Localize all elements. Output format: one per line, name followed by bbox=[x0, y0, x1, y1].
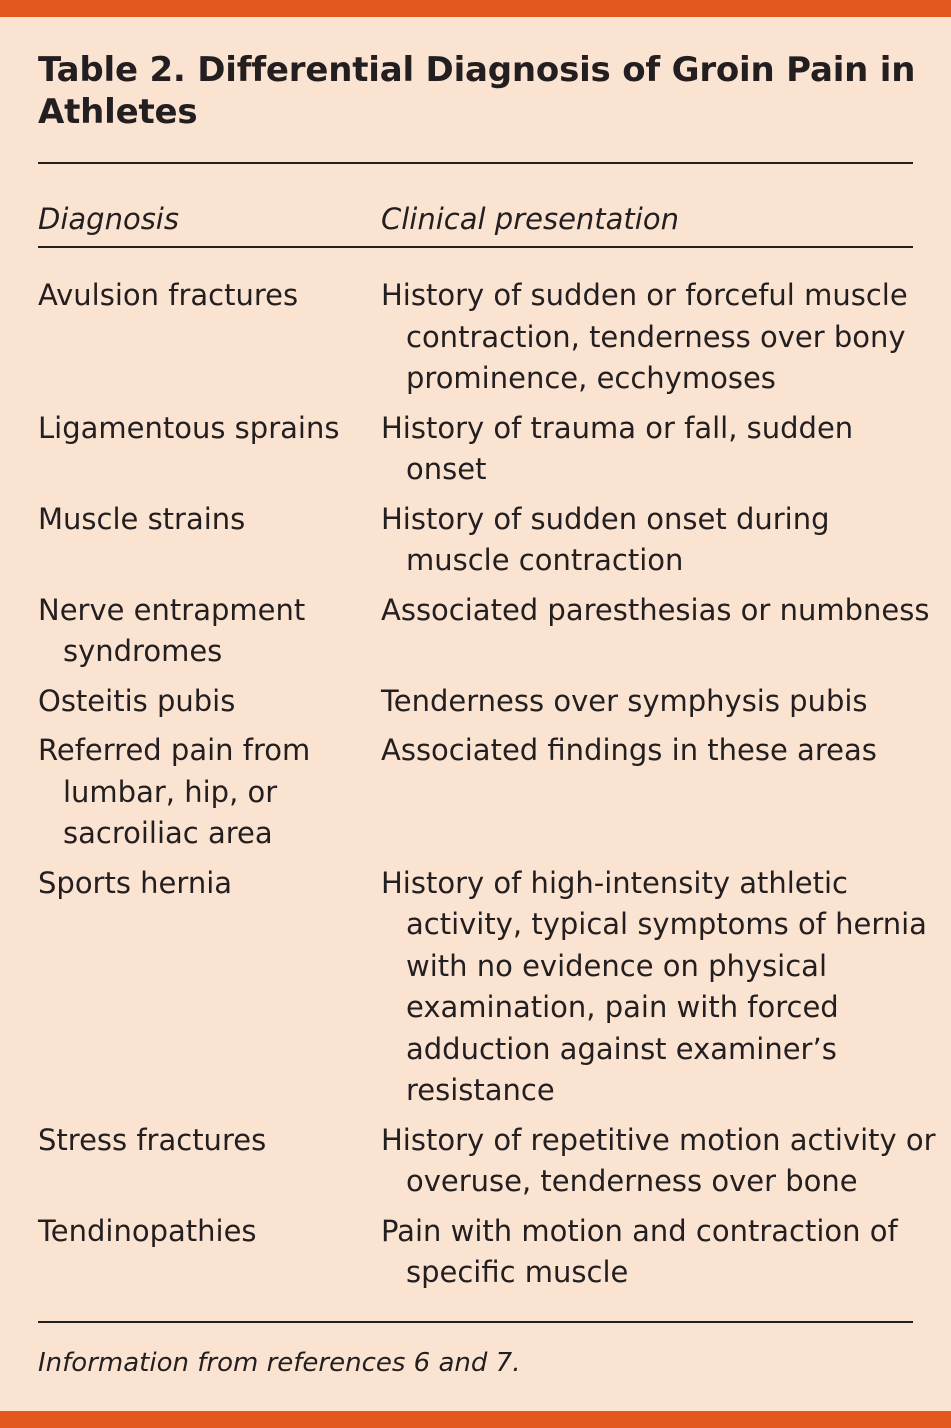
table-row bbox=[38, 863, 927, 1112]
table-row bbox=[38, 1120, 936, 1203]
table-body bbox=[38, 275, 936, 1302]
presentation-cell: Associated findings in these areas bbox=[381, 733, 877, 767]
title-divider bbox=[38, 162, 913, 164]
table-row bbox=[38, 408, 913, 491]
table-row bbox=[38, 499, 913, 582]
footer-divider bbox=[38, 1321, 913, 1323]
presentation-cell: History of repetitive motion activity or overuse, tenderness over bone bbox=[381, 1122, 936, 1198]
presentation-cell: Associated paresthesias or numbness bbox=[381, 592, 930, 627]
table-row bbox=[38, 590, 930, 673]
table-row bbox=[38, 275, 913, 400]
presentation-cell: Tenderness over symphysis pubis bbox=[381, 683, 868, 718]
table-title: Table 2. Differential Diagnosis of Groin Pain in Athletes bbox=[38, 50, 916, 132]
table-footnote: Information from references 6 and 7. bbox=[38, 1348, 521, 1378]
diagnosis-cell: Muscle strains bbox=[38, 501, 246, 536]
diagnosis-cell: Avulsion fractures bbox=[38, 278, 299, 312]
column-header-diagnosis: Diagnosis bbox=[38, 202, 179, 236]
top-accent-bar bbox=[0, 0, 951, 17]
column-header-clinical-presentation: Clinical presentation bbox=[381, 202, 679, 236]
diagnosis-cell: Osteitis pubis bbox=[38, 683, 236, 718]
header-divider bbox=[38, 246, 913, 248]
diagnosis-cell: Sports hernia bbox=[38, 865, 233, 900]
diagnosis-cell: Nerve entrapment syndromes bbox=[38, 592, 306, 668]
table-row bbox=[38, 1211, 913, 1294]
presentation-cell: History of sudden or forceful muscle contraction, tenderness over bony prominence, ecchymoses bbox=[381, 278, 908, 395]
diagnosis-cell: Referred pain from lumbar, hip, or sacroiliac area bbox=[38, 733, 311, 850]
diagnosis-cell: Ligamentous sprains bbox=[38, 410, 340, 445]
bottom-accent-bar bbox=[0, 1411, 951, 1428]
table-row bbox=[38, 681, 913, 723]
presentation-cell: Pain with motion and contraction of specific muscle bbox=[381, 1213, 898, 1289]
presentation-cell: History of sudden onset during muscle contraction bbox=[381, 501, 830, 577]
table-row bbox=[38, 730, 913, 855]
diagnosis-cell: Stress fractures bbox=[38, 1122, 267, 1157]
diagnosis-cell: Tendinopathies bbox=[38, 1213, 257, 1248]
presentation-cell: History of high-intensity athletic activity, typical symptoms of hernia with no evidence on physical examination, pain with forced adduction against examiner’s resistance bbox=[381, 865, 927, 1107]
presentation-cell: History of trauma or fall, sudden onset bbox=[381, 410, 854, 486]
